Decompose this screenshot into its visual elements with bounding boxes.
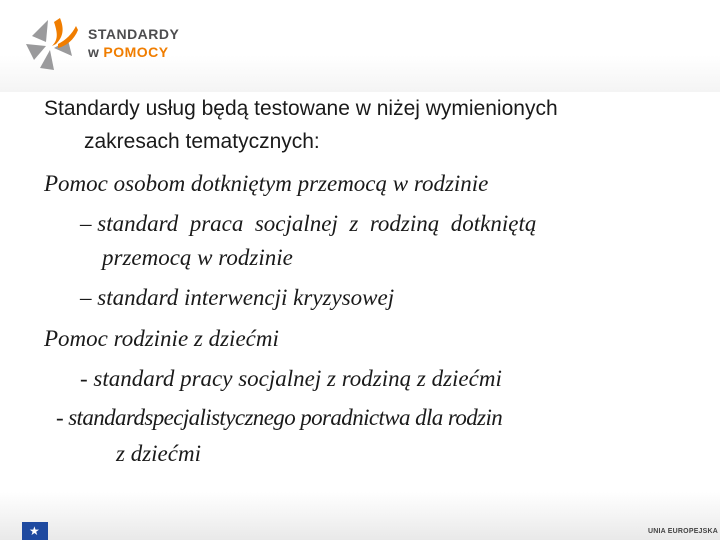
- section1-item2: – standard interwencji kryzysowej: [80, 285, 395, 310]
- section2-item2-line2: z dziećmi: [116, 441, 201, 466]
- section2-title: Pomoc rodzinie z dziećmi: [44, 326, 279, 351]
- section1-item1-line1: – standard praca socjalnej z rodziną dotkniętą: [80, 211, 537, 236]
- section2-item1: - standard pracy socjalnej z rodziną z dziećmi: [80, 366, 502, 391]
- footer-eu-text: UNIA EUROPEJSKA: [648, 528, 719, 535]
- star-icon: ★: [29, 524, 40, 538]
- section1-item1-line2: przemocą w rodzinie: [102, 245, 293, 270]
- section1-title: Pomoc osobom dotkniętym przemocą w rodzinie: [44, 171, 489, 196]
- logo-text-standardy: STANDARDY: [88, 26, 180, 42]
- intro-line-1: Standardy usług będą testowane w niżej wymienionych: [44, 97, 558, 120]
- logo-text-pomocy: POMOCY: [103, 44, 169, 60]
- section2-item2-line1: - standardspecjalistycznego poradnictwa dla rodzin: [56, 405, 503, 430]
- eu-flag-icon: [22, 522, 48, 540]
- intro-line-2: zakresach tematycznych:: [84, 130, 320, 153]
- logo-text-w: w: [88, 44, 100, 60]
- footer-left-logo-text: [52, 532, 142, 538]
